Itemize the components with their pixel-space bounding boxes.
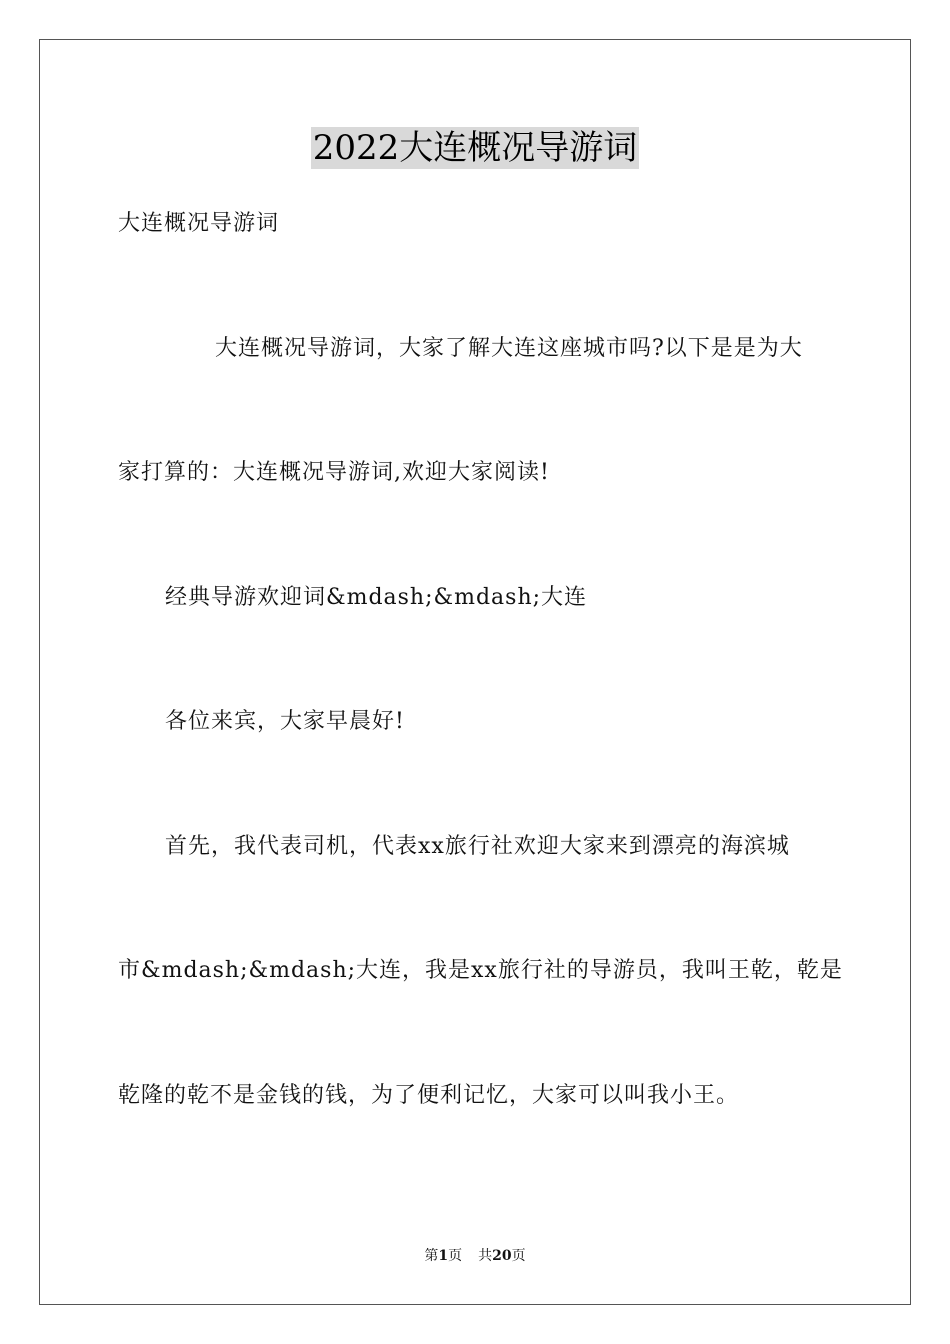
footer-page-number: 1 [438,1248,449,1264]
paragraph-line: 市&mdash;&mdash;大连，我是xx旅行社的导游员，我叫王乾，乾是 [118,958,843,983]
paragraph-line: 各位来宾，大家早晨好! [165,709,405,734]
footer-total-pages: 20 [492,1248,512,1264]
footer-total-prefix: 共 [478,1248,493,1264]
document-title: 2022大连概况导游词 [312,128,638,168]
paragraph-line: 经典导游欢迎词&mdash;&mdash;大连 [165,585,588,610]
footer-page-prefix: 第 [424,1248,439,1264]
paragraph-line: 乾隆的乾不是金钱的钱，为了便利记忆，大家可以叫我小王。 [118,1083,740,1108]
footer-total-suffix: 页 [511,1248,526,1264]
page-footer [0,1246,950,1266]
paragraph-line: 大连概况导游词，大家了解大连这座城市吗?以下是是为大 [215,336,803,361]
paragraph-heading: 大连概况导游词 [118,211,280,236]
paragraph-line: 家打算的：大连概况导游词,欢迎大家阅读! [118,460,550,485]
paragraph-line: 首先，我代表司机，代表xx旅行社欢迎大家来到漂亮的海滨城 [165,834,790,859]
footer-page-suffix: 页 [448,1248,463,1264]
title-wrap [0,127,950,169]
